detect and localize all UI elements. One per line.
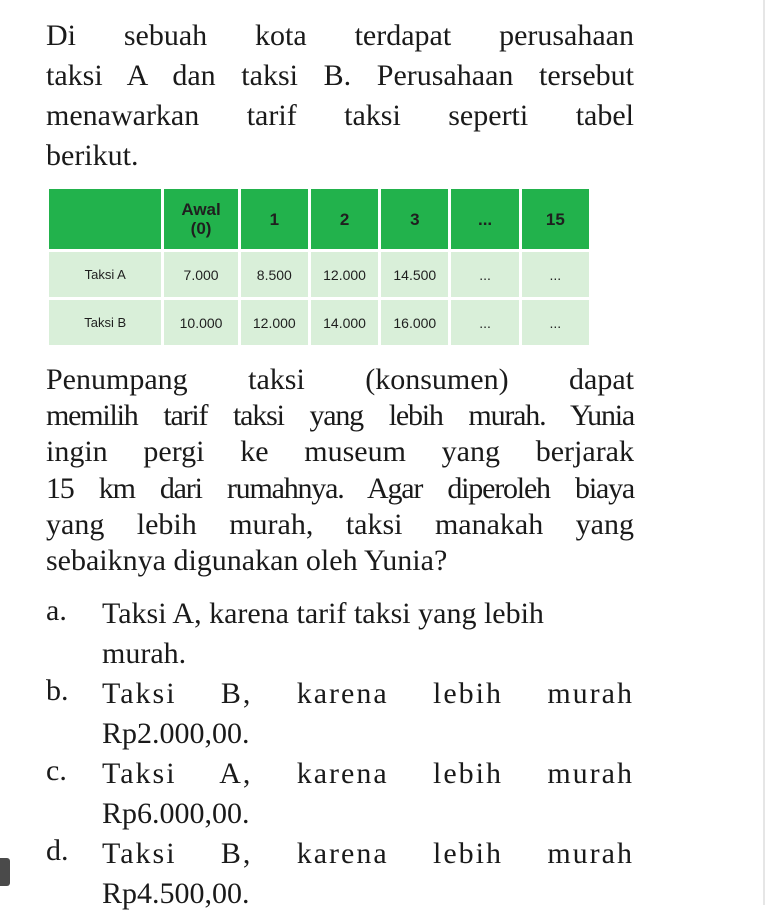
option-text-line: Taksi A, karena tarif taksi yang lebih	[102, 597, 544, 630]
table-cell: 12.000	[309, 251, 379, 299]
header-awal-line2: (0)	[190, 219, 212, 238]
option-text-line: Taksi A, karena lebih murah	[102, 757, 634, 790]
intro-line: taksi A dan taksi B. Perusahaan tersebut	[46, 59, 634, 92]
table-header-cell: 2	[309, 188, 379, 251]
table-cell: 7.000	[163, 251, 239, 299]
table-cell: ...	[520, 251, 590, 299]
question-line: memilih tarif taksi yang lebih murah. Yunia	[46, 399, 634, 433]
intro-paragraph	[46, 16, 634, 176]
table-cell: 16.000	[380, 299, 450, 347]
table-header-cell: 15	[520, 188, 590, 251]
question-paragraph	[46, 362, 634, 579]
table-row-label: Taksi A	[48, 251, 163, 299]
table-row	[48, 251, 591, 299]
option-text-line: murah.	[102, 637, 187, 670]
table-header-cell-awal	[163, 188, 239, 251]
option-letter: b.	[46, 674, 69, 707]
table-header-cell: 3	[380, 188, 450, 251]
table-cell: 12.000	[239, 299, 309, 347]
table-row-label: Taksi B	[48, 299, 163, 347]
option-text-line: Rp2.000,00.	[102, 717, 250, 750]
table-cell: ...	[450, 299, 520, 347]
table-cell: 14.000	[309, 299, 379, 347]
answer-option-a[interactable]	[46, 594, 634, 674]
question-line: Penumpang taksi (konsumen) dapat	[46, 363, 634, 396]
answer-option-b[interactable]	[46, 674, 634, 754]
table-cell: 14.500	[380, 251, 450, 299]
intro-line: Di sebuah kota terdapat perusahaan	[46, 19, 634, 52]
table-cell: ...	[450, 251, 520, 299]
table-header-cell	[48, 188, 163, 251]
option-text-line: Taksi B, karena lebih murah	[102, 677, 634, 710]
question-line: ingin pergi ke museum yang berjarak	[46, 435, 634, 469]
question-line: 15 km dari rumahnya. Agar diperoleh biaya	[46, 471, 634, 505]
answer-option-c[interactable]	[46, 754, 634, 834]
table-header-cell: ...	[450, 188, 520, 251]
table-cell: 10.000	[163, 299, 239, 347]
table-header-cell: 1	[239, 188, 309, 251]
option-letter: a.	[46, 594, 67, 627]
answer-options	[46, 594, 634, 914]
table-cell: ...	[520, 299, 590, 347]
option-text-line: Rp4.500,00.	[102, 877, 250, 910]
question-line: sebaiknya digunakan oleh Yunia?	[46, 543, 448, 577]
intro-line: berikut.	[46, 139, 139, 172]
table-row	[48, 299, 591, 347]
option-text-line: Taksi B, karena lebih murah	[102, 837, 634, 870]
header-awal-line1: Awal	[181, 200, 221, 219]
answer-option-d[interactable]	[46, 834, 634, 914]
option-text-line: Rp6.000,00.	[102, 797, 250, 830]
option-letter: d.	[46, 834, 69, 867]
table-cell: 8.500	[239, 251, 309, 299]
scroll-handle[interactable]	[0, 858, 10, 886]
question-line: yang lebih murah, taksi manakah yang	[46, 507, 634, 541]
table-header-row	[48, 188, 591, 251]
option-letter: c.	[46, 754, 67, 787]
intro-line: menawarkan tarif taksi seperti tabel	[46, 99, 634, 132]
tariff-table	[46, 186, 592, 348]
